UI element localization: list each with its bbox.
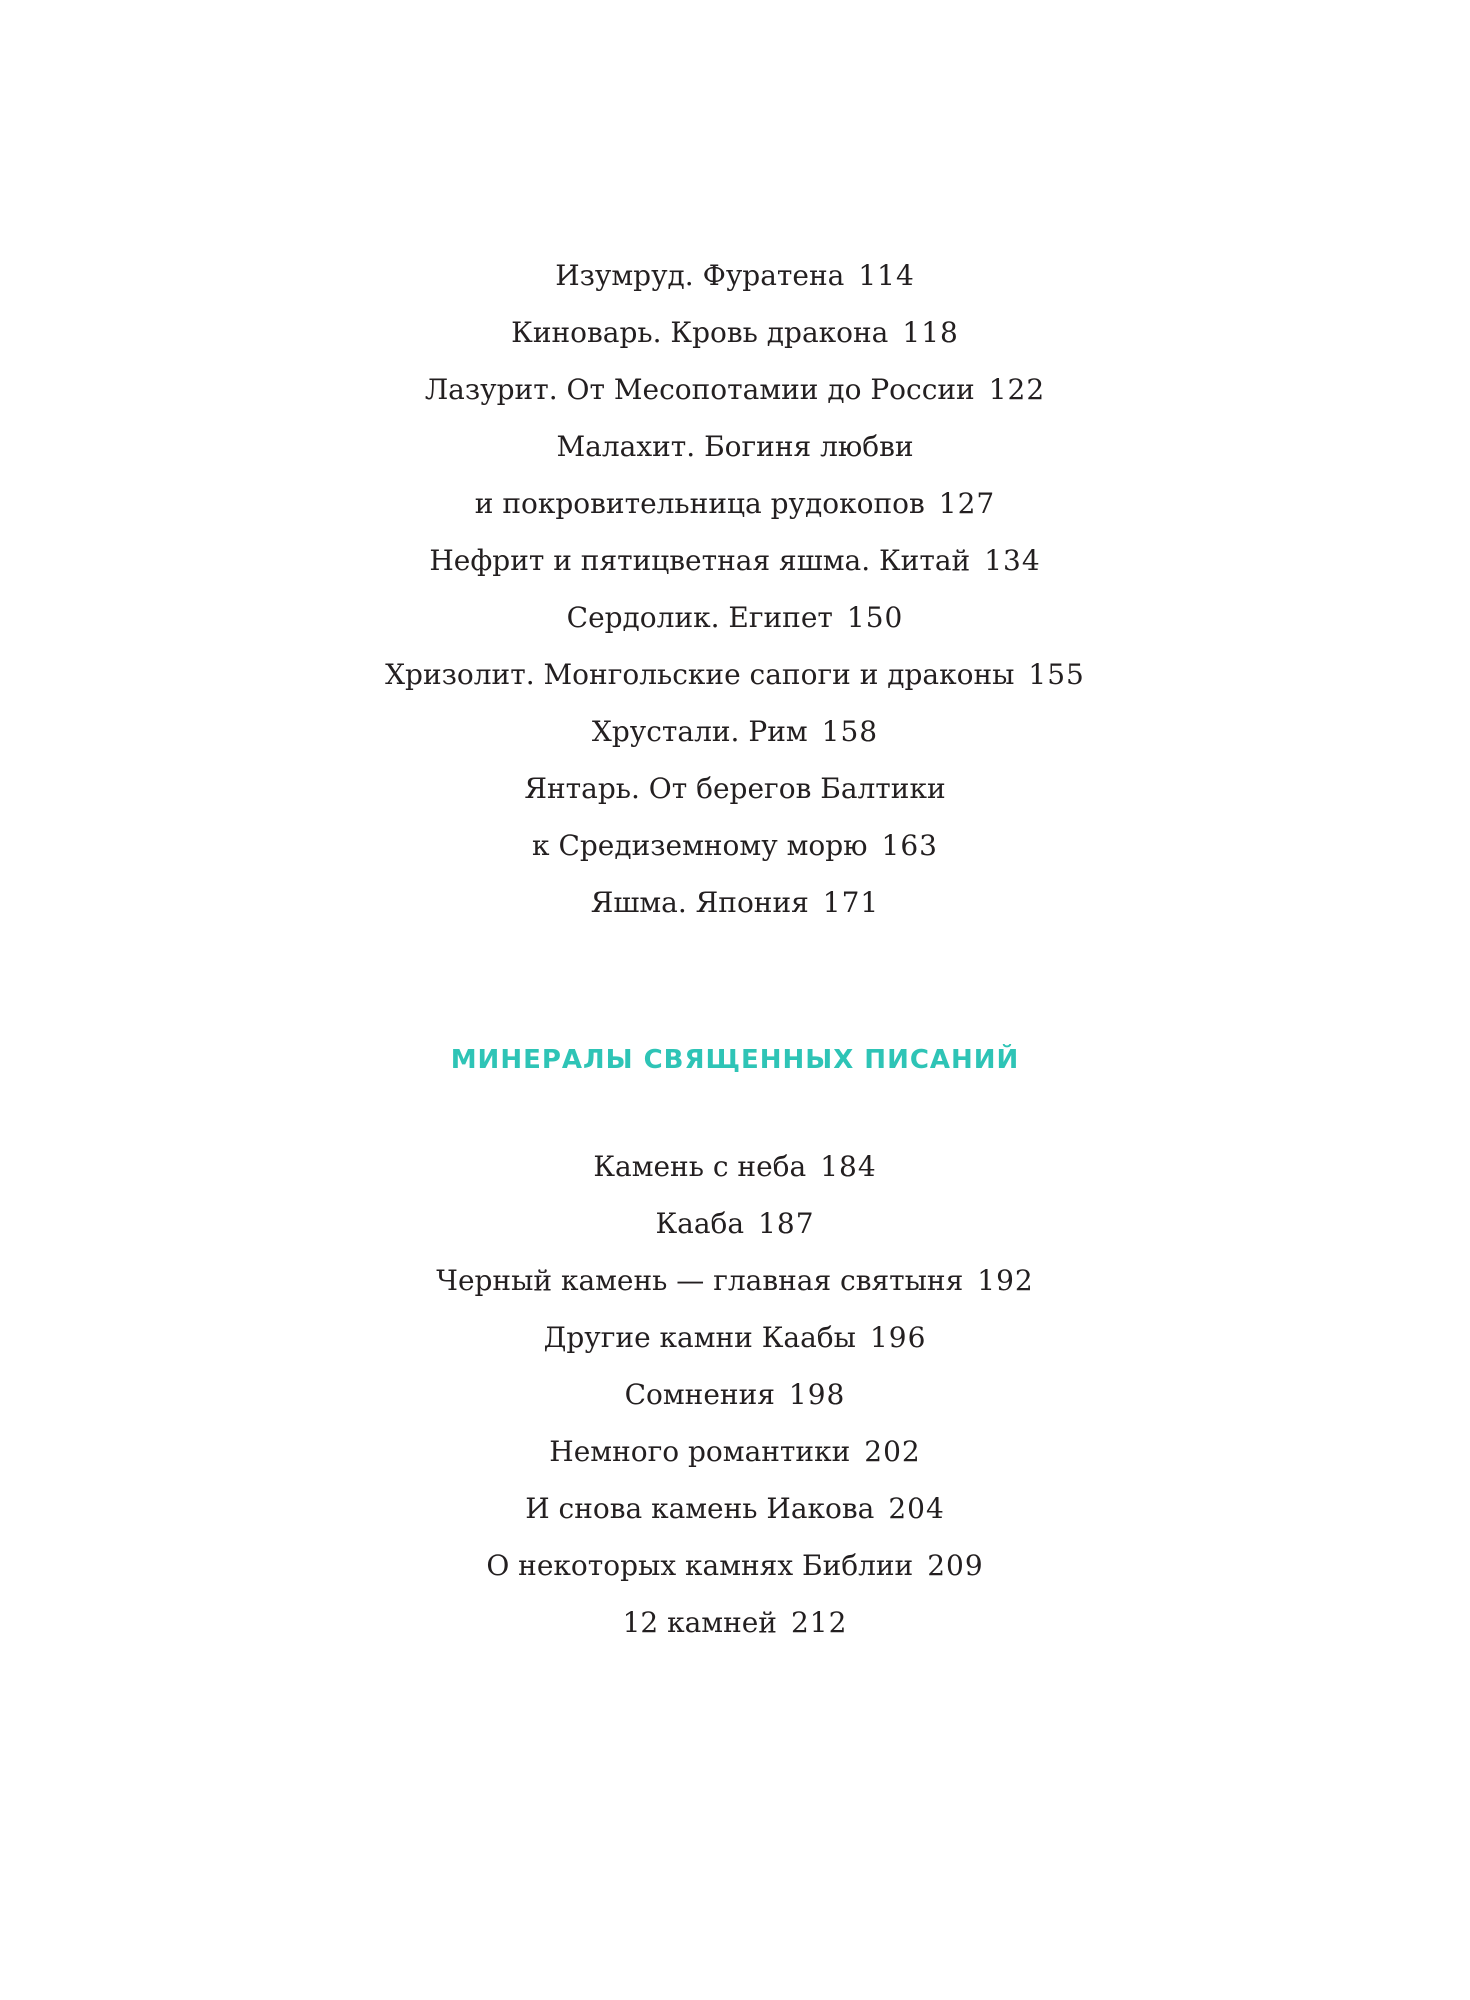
toc-entry-page: 150 [846,601,904,634]
toc-entry-title: Камень с неба [593,1150,807,1183]
toc-entry-title: Киноварь. Кровь дракона [511,316,889,349]
section-heading: МИНЕРАЛЫ СВЯЩЕННЫХ ПИСАНИЙ [450,1045,1020,1075]
toc-entry-page: 134 [984,544,1041,577]
toc-entry-page: 187 [758,1207,815,1240]
toc-entry[interactable] [0,532,1470,589]
toc-entry-page: 127 [938,487,996,520]
toc-entry[interactable] [0,418,1470,475]
table-of-contents-part-2 [0,1138,1470,1651]
toc-entry[interactable] [0,1366,1470,1423]
toc-entry-title: Лазурит. От Месопотамии до России [424,373,975,406]
toc-entry-title: Нефрит и пятицветная яшма. Китай [429,544,971,577]
toc-entry[interactable] [0,760,1470,817]
toc-entry[interactable] [0,1195,1470,1252]
toc-entry[interactable] [0,1537,1470,1594]
toc-entry-title: Сердолик. Египет [566,601,833,634]
toc-entry[interactable] [0,589,1470,646]
toc-entry[interactable] [0,646,1470,703]
toc-entry[interactable] [0,247,1470,304]
toc-entry-title: Хризолит. Монгольские сапоги и драконы [385,658,1015,691]
toc-entry[interactable] [0,703,1470,760]
toc-entry-page: 209 [927,1549,984,1582]
toc-entry-page: 118 [902,316,959,349]
toc-entry-page: 114 [858,259,915,292]
toc-entry[interactable] [0,1423,1470,1480]
toc-entry[interactable] [0,1480,1470,1537]
toc-entry-title: Немного романтики [549,1435,851,1468]
toc-entry-title: Малахит. Богиня любви [556,430,914,463]
toc-entry-page: 202 [864,1435,921,1468]
toc-entry[interactable] [0,817,1470,874]
toc-entry-page: 158 [821,715,879,748]
toc-entry-title: Янтарь. От берегов Балтики [524,772,946,805]
toc-entry-title: 12 камней [622,1606,777,1639]
toc-entry-title: Другие камни Каабы [543,1321,856,1354]
toc-entry-title: Кааба [655,1207,745,1240]
table-of-contents-part-1 [0,247,1470,931]
toc-entry[interactable] [0,1252,1470,1309]
toc-entry-title: О некоторых камнях Библии [486,1549,914,1582]
toc-entry-page: 196 [869,1321,927,1354]
toc-entry-title: И снова камень Иакова [525,1492,875,1525]
toc-entry-page: 171 [822,886,880,919]
toc-entry[interactable] [0,1138,1470,1195]
toc-entry-page: 204 [888,1492,945,1525]
toc-entry-title: Яшма. Япония [590,886,809,919]
toc-entry-title: Хрустали. Рим [591,715,808,748]
toc-entry-page: 184 [820,1150,877,1183]
toc-entry[interactable] [0,304,1470,361]
toc-entry-page: 198 [788,1378,846,1411]
toc-entry[interactable] [0,1309,1470,1366]
toc-entry-title: к Средиземному морю [532,829,868,862]
toc-entry-page: 192 [977,1264,1034,1297]
toc-entry-page: 122 [988,373,1046,406]
toc-entry-title: Изумруд. Фуратена [555,259,845,292]
toc-entry-title: Сомнения [624,1378,775,1411]
toc-entry[interactable] [0,475,1470,532]
toc-entry-title: Черный камень — главная святыня [436,1264,964,1297]
toc-entry[interactable] [0,361,1470,418]
toc-entry[interactable] [0,874,1470,931]
toc-entry-page: 155 [1028,658,1085,691]
toc-entry-title: и покровительница рудокопов [474,487,925,520]
toc-entry-page: 212 [790,1606,848,1639]
toc-entry-page: 163 [881,829,938,862]
toc-entry[interactable] [0,1594,1470,1651]
